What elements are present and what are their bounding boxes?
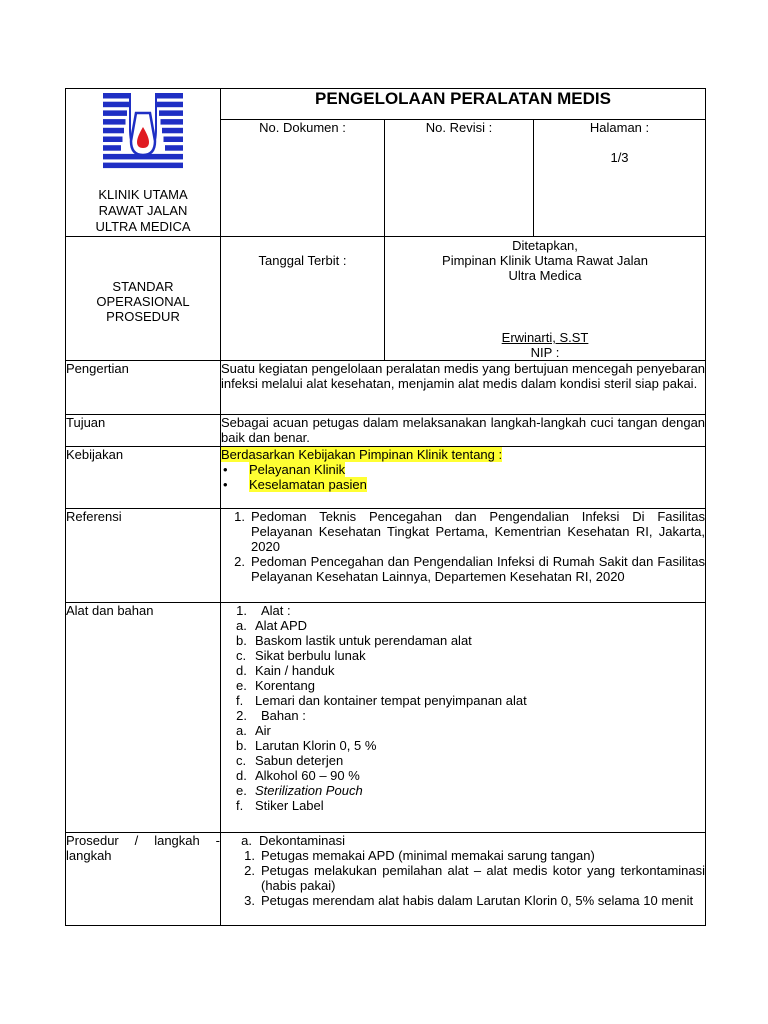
- list-item: [221, 477, 705, 492]
- clinic-name: [66, 187, 220, 235]
- sop-line-2: OPERASIONAL: [96, 294, 190, 309]
- header-row-title: [66, 89, 706, 120]
- text-tujuan: Sebagai acuan petugas dalam melaksanakan langkah-langkah cuci tangan dengan baik dan benar.: [221, 415, 706, 445]
- row-kebijakan: [66, 447, 706, 509]
- page-cell: [534, 120, 706, 237]
- list-item: e. Korentang: [236, 678, 315, 693]
- clinic-name-line-2: RAWAT JALAN: [98, 203, 188, 218]
- list-item: d. Alkohol 60 – 90 %: [236, 768, 360, 783]
- list-item: e. Sterilization Pouch: [236, 783, 363, 798]
- approval-cell: [385, 237, 706, 361]
- sop-line-3: PROSEDUR: [106, 309, 180, 324]
- bullet-icon: •: [223, 477, 228, 492]
- clinic-name-line-1: KLINIK UTAMA: [98, 187, 188, 202]
- content-prosedur: a. Dekontaminasi 1. Petugas memakai APD (minimal memakai sarung tangan) 2. Petugas melakukan pemilahan alat – alat medis kotor yang terkontaminasi (habis pakai) 3. Petugas merendam alat habis dalam Larutan Klorin 0, 5% selama 10 menit: [221, 833, 706, 926]
- logo-cell: [66, 89, 221, 237]
- list-item: 2. Petugas melakukan pemilahan alat – alat medis kotor yang terkontaminasi (habis pakai): [244, 863, 706, 893]
- list-item: a. Alat APD: [236, 618, 308, 633]
- bullet-icon: •: [223, 462, 228, 477]
- header-row-approval: [66, 237, 706, 361]
- document-number-label: No. Dokumen :: [259, 120, 346, 136]
- list-item: c. Sikat berbulu lunak: [236, 648, 366, 663]
- content-alat-bahan: 1. Alat : a. Alat APD b. Baskom lastik untuk perendaman alat c. Sikat berbulu lunak d. Kain / handuk e. Korentang f. Lemari dan kontainer tempat penyimpanan alat 2. Bahan : a. Air b. Larutan Klorin 0, 5 % c. Sabun deterjen d. Alkohol 60 – 90 % e. Sterilization Pouch f. Stiker Label: [221, 603, 706, 833]
- revision-cell: [385, 120, 534, 237]
- clinic-name-line-3: ULTRA MEDICA: [95, 219, 191, 234]
- sop-line-1: STANDAR: [112, 279, 174, 294]
- label-referensi: Referensi: [66, 509, 221, 603]
- list-item: f. Lemari dan kontainer tempat penyimpanan alat: [236, 693, 527, 708]
- list-item: b. Baskom lastik untuk perendaman alat: [236, 633, 472, 648]
- bahan-title: Bahan :: [261, 708, 306, 723]
- document-title: PENGELOLAAN PERALATAN MEDIS: [221, 89, 706, 120]
- list-item: c. Sabun deterjen: [236, 753, 344, 768]
- list-item: b. Larutan Klorin 0, 5 %: [236, 738, 377, 753]
- list-item: 1. Petugas memakai APD (minimal memakai sarung tangan): [244, 848, 595, 863]
- sop-label-cell: [66, 237, 221, 361]
- label-prosedur: Prosedur / langkah - langkah: [66, 833, 221, 926]
- document-number-cell: [221, 120, 385, 237]
- clinic-logo-icon: [103, 93, 183, 179]
- text-pengertian: Suatu kegiatan pengelolaan peralatan medis yang bertujuan mencegah penyebaran infeksi melalui alat kesehatan, menjamin alat medis dalam kondisi steril siap pakai.: [221, 361, 706, 415]
- row-referensi: [66, 509, 706, 603]
- label-tujuan: Tujuan: [66, 415, 221, 447]
- kebijakan-item-2: Keselamatan pasien: [249, 477, 367, 492]
- kebijakan-item-1: Pelayanan Klinik: [249, 462, 346, 477]
- nip-label: NIP :: [530, 345, 560, 360]
- referensi-item-2: Pedoman Pencegahan dan Pengendalian Infeksi di Rumah Sakit dan Fasilitas Pelayanan Kesehatan Lainnya, Departemen Kesehatan RI, 2020: [251, 554, 706, 584]
- approval-line-3: Ultra Medica: [508, 268, 582, 283]
- label-alat-bahan: Alat dan bahan: [66, 603, 221, 833]
- issue-date-cell: [221, 237, 385, 361]
- row-prosedur: [66, 833, 706, 926]
- list-item: 3. Petugas merendam alat habis dalam Larutan Klorin 0, 5% selama 10 menit: [244, 893, 694, 908]
- label-pengertian: Pengertian: [66, 361, 221, 415]
- list-item: [221, 462, 705, 477]
- kebijakan-intro: Berdasarkan Kebijakan Pimpinan Klinik tentang :: [221, 447, 503, 462]
- row-alat-bahan: [66, 603, 706, 833]
- approval-line-1: Ditetapkan,: [512, 238, 578, 253]
- signer-name: Erwinarti, S.ST: [501, 330, 589, 345]
- list-item: f. Stiker Label: [236, 798, 324, 813]
- list-item: a. Air: [236, 723, 271, 738]
- approval-line-2: Pimpinan Klinik Utama Rawat Jalan: [442, 253, 648, 268]
- content-referensi: [221, 509, 706, 603]
- list-item: 2. Pedoman Pencegahan dan Pengendalian Infeksi di Rumah Sakit dan Fasilitas Pelayanan Kesehatan Lainnya, Departemen Kesehatan RI, 2020: [234, 554, 706, 584]
- issue-date-label: Tanggal Terbit :: [258, 253, 347, 268]
- page-value: 1/3: [610, 150, 629, 166]
- prosedur-subtitle: Dekontaminasi: [259, 833, 345, 848]
- label-kebijakan: Kebijakan: [66, 447, 221, 509]
- referensi-item-1: Pedoman Teknis Pencegahan dan Pengendalian Infeksi Di Fasilitas Pelayanan Kesehatan Tingkat Pertama, Kementrian Kesehatan RI, Jakarta, 2020: [251, 509, 706, 554]
- row-pengertian: [66, 361, 706, 415]
- row-tujuan: [66, 415, 706, 447]
- content-kebijakan: [221, 447, 706, 509]
- page-label: Halaman :: [589, 120, 650, 136]
- list-item: d. Kain / handuk: [236, 663, 335, 678]
- list-item: 1. Pedoman Teknis Pencegahan dan Pengendalian Infeksi Di Fasilitas Pelayanan Kesehatan Tingkat Pertama, Kementrian Kesehatan RI, Jakarta, 2020: [234, 509, 706, 554]
- sop-table: [65, 88, 706, 926]
- alat-title: Alat :: [261, 603, 291, 618]
- revision-label: No. Revisi :: [425, 120, 493, 136]
